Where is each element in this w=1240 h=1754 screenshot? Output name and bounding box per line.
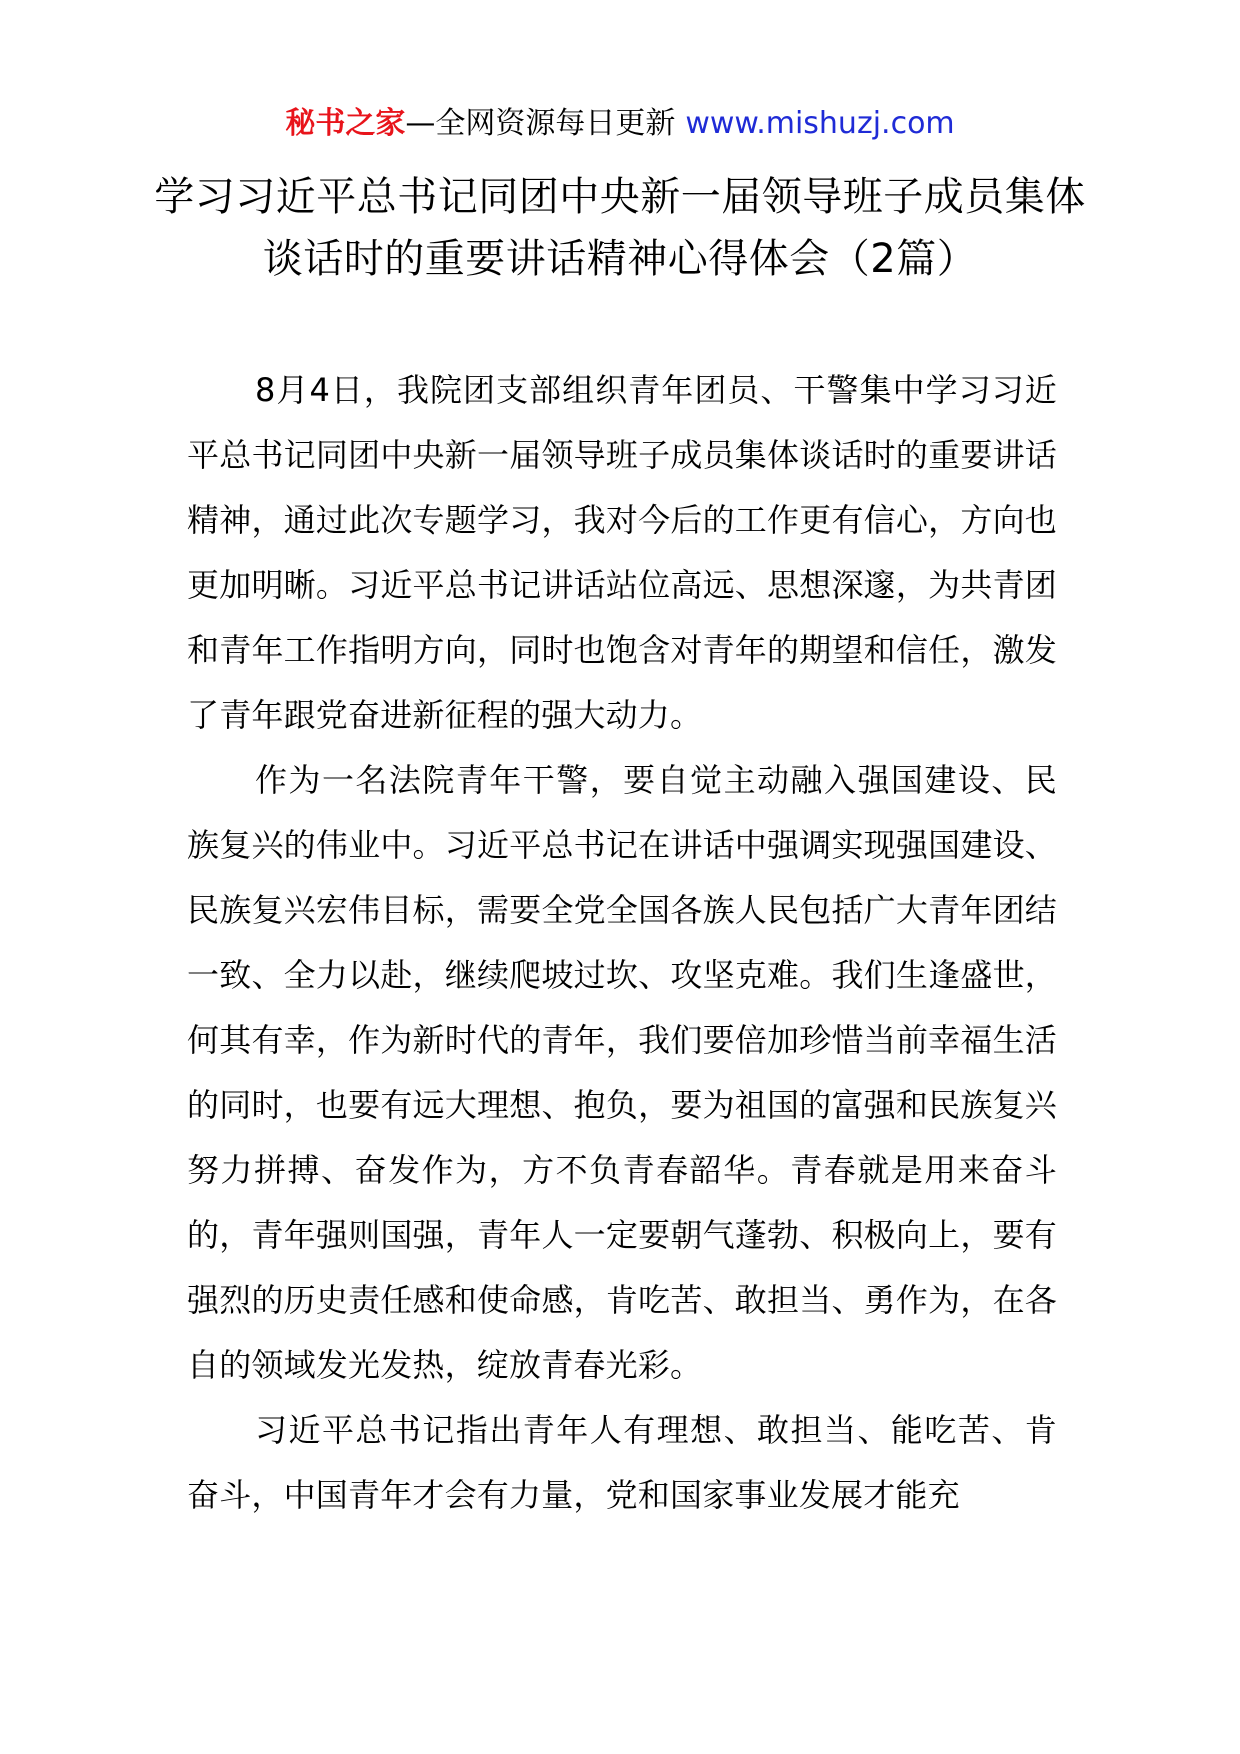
site-url-link[interactable]: www.mishuzj.com — [685, 106, 955, 141]
body-paragraph-3: 习近平总书记指出青年人有理想、敢担当、能吃苦、肯奋斗，中国青年才会有力量，党和国家事业发展才能充 — [187, 1411, 1057, 1514]
brand-name: 秘书之家 — [285, 106, 406, 141]
body-paragraph-2: 作为一名法院青年干警，要自觉主动融入强国建设、民族复兴的伟业中。习近平总书记在讲话中强调实现强国建设、民族复兴宏伟目标，需要全党全国各族人民包括广大青年团结一致、全力以赴，继续爬坡过坎、攻坚克难。我们生逢盛世，何其有幸，作为新时代的青年，我们要倍加珍惜当前幸福生活的同时，也要有远大理想、抱负，要为祖国的富强和民族复兴努力拼搏、奋发作为，方不负青春韶华。青春就是用来奋斗的，青年强则国强，青年人一定要朝气蓬勃、积极向上，要有强烈的历史责任感和使命感，肯吃苦、敢担当、勇作为，在各自的领域发光发热，绽放青春光彩。 — [187, 761, 1057, 1384]
site-header — [0, 104, 1240, 144]
document-body — [187, 358, 1057, 1528]
body-paragraph-1: 8月4日，我院团支部组织青年团员、干警集中学习习近平总书记同团中央新一届领导班子成员集体谈话时的重要讲话精神，通过此次专题学习，我对今后的工作更有信心，方向也更加明晰。习近平总书记讲话站位高远、思想深邃，为共青团和青年工作指明方向，同时也饱含对青年的期望和信任，激发了青年跟党奋进新征程的强大动力。 — [187, 371, 1057, 734]
header-tagline: —全网资源每日更新 — [405, 106, 676, 141]
document-title: 学习习近平总书记同团中央新一届领导班子成员集体谈话时的重要讲话精神心得体会（2篇） — [154, 174, 1086, 282]
